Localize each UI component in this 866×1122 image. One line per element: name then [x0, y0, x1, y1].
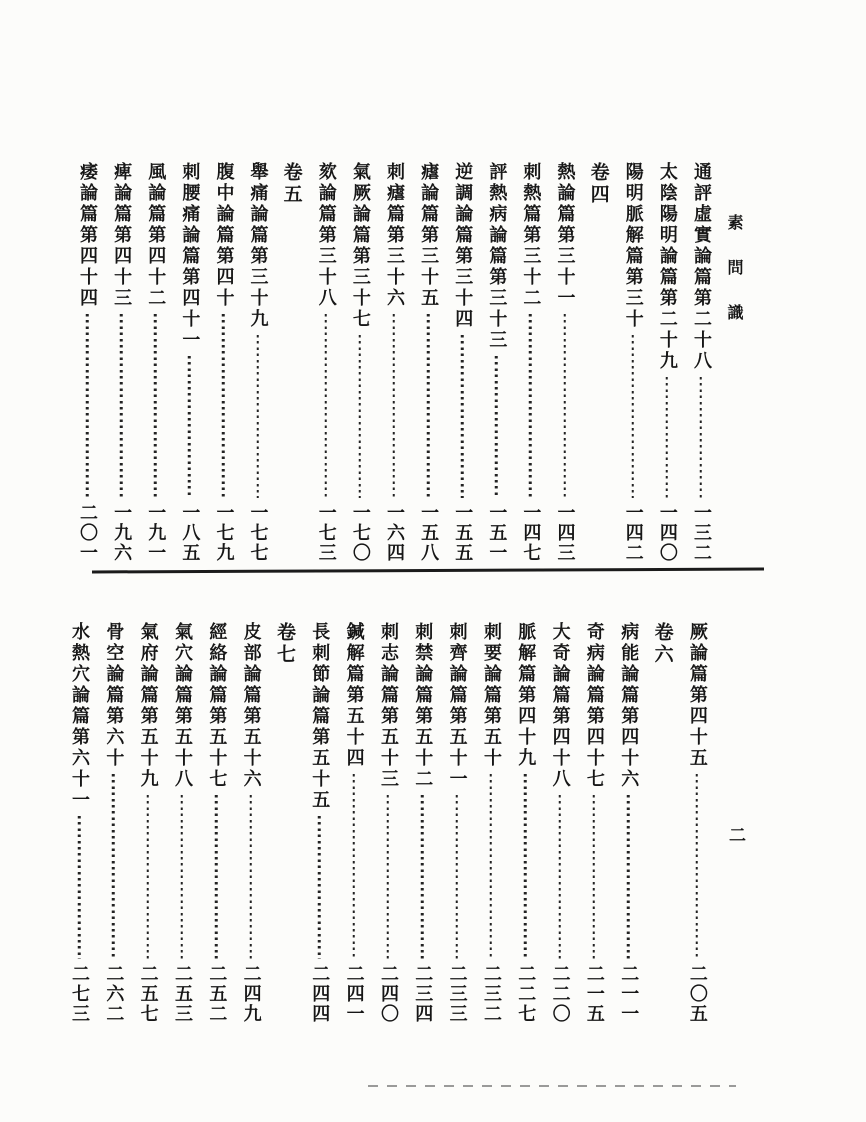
toc-entry-title: 痿論篇第四十四 [77, 162, 98, 309]
toc-entry [383, 162, 405, 563]
toc-entry [519, 162, 541, 563]
dot-leader [315, 312, 337, 500]
toc-entry-title: 刺禁論篇第五十二 [412, 622, 434, 790]
toc-entry [446, 622, 468, 1024]
dot-leader [617, 793, 639, 961]
dot-leader [205, 793, 227, 961]
toc-entry-page: 一三二 [690, 503, 712, 563]
toc-entry-title: 刺志論篇第五十三 [377, 622, 399, 790]
toc-entry-title: 刺齊論篇第五十一 [446, 622, 468, 790]
toc-entry [212, 162, 234, 563]
toc-entry-title: 長刺節論篇第五十五 [309, 622, 331, 811]
toc-entry-page: 一四七 [520, 503, 542, 563]
toc-entry-title: 通評虛實論篇第二十八 [690, 162, 712, 372]
toc-entry [514, 622, 536, 1024]
toc-entry-page: 一四三 [554, 503, 576, 563]
toc-entry-page: 一七七 [247, 503, 269, 563]
toc-entry [686, 622, 708, 1024]
toc-entry-page: 二五二 [206, 964, 228, 1024]
toc-entry-page: 二四〇 [377, 964, 399, 1024]
dot-leader [110, 312, 132, 500]
toc-entry-title: 奇病論篇第四十七 [583, 622, 605, 790]
toc-entry-page: 二〇五 [686, 964, 708, 1024]
toc-entry-title: 太陰陽明論篇第二十九 [656, 162, 678, 372]
toc-entry-title: 熱論篇第三十一 [554, 162, 576, 309]
toc-entry [554, 162, 576, 563]
toc-entry-title: 皮部論篇第五十六 [240, 622, 262, 790]
toc-entry-page: 二四九 [240, 964, 262, 1024]
toc-entry-page: 二二〇 [549, 964, 571, 1024]
toc-entry-page: 二二七 [515, 964, 537, 1024]
toc-entry-page: 二六二 [103, 964, 125, 1024]
dot-leader [171, 793, 193, 961]
dot-leader [411, 793, 433, 961]
toc-entry-title: 骨空論篇第六十 [103, 622, 125, 769]
toc-entry-page: 一九六 [111, 503, 133, 563]
toc-entry-title: 腹中論篇第四十 [213, 162, 235, 309]
dot-leader [343, 772, 365, 961]
dot-leader [622, 333, 644, 500]
toc-entry-title: 瘧論篇第三十五 [418, 162, 440, 309]
toc-entry [485, 162, 507, 563]
toc-entry-page: 二五三 [171, 964, 193, 1024]
toc-entry [451, 162, 473, 563]
toc-entry-page: 一九一 [145, 503, 167, 563]
toc-entry [549, 622, 571, 1024]
folio-number: 二 [725, 826, 745, 843]
dot-leader [485, 354, 507, 500]
dot-leader [308, 814, 330, 961]
toc-entry-title: 舉痛論篇第三十九 [247, 162, 269, 330]
toc-entry [308, 622, 330, 1024]
toc-entry [417, 162, 439, 563]
toc-entry-page: 二三四 [412, 964, 434, 1024]
dot-leader [178, 354, 200, 500]
toc-entry-page: 二一一 [618, 964, 640, 1024]
toc-entry-title: 刺熱篇第三十二 [520, 162, 542, 309]
toc-entry-page: 一五五 [452, 503, 474, 563]
toc-entry-title: 氣府論篇第五十九 [137, 622, 159, 790]
toc-entry [690, 162, 712, 563]
toc-entry [171, 622, 193, 1024]
toc-entry-page: 一六四 [383, 503, 405, 563]
dot-leader [686, 772, 708, 961]
toc-entry [137, 622, 159, 1024]
toc-entry-title: 厥論篇第四十五 [686, 622, 708, 769]
dot-leader [144, 312, 166, 500]
toc-entry-page: 二四四 [309, 964, 331, 1024]
toc-entry-title: 脈解篇第四十九 [515, 622, 537, 769]
running-title: 素問識 [725, 214, 744, 349]
toc-entry-page: 二一五 [583, 964, 605, 1024]
volume-heading [588, 162, 610, 563]
toc-entry [377, 622, 399, 1024]
volume-heading [281, 162, 303, 563]
toc-entry [102, 622, 124, 1024]
toc-entry [343, 622, 365, 1024]
dot-leader [377, 793, 399, 961]
dot-leader [554, 312, 576, 500]
dot-leader [519, 312, 541, 500]
toc-section-upper [76, 162, 712, 563]
toc-entry-page: 一七九 [213, 503, 235, 563]
toc-entry-title: 鍼解篇第五十四 [343, 622, 365, 769]
toc-entry-page: 二五七 [137, 964, 159, 1024]
dot-leader [349, 333, 371, 500]
toc-entry-title: 經絡論篇第五十七 [206, 622, 228, 790]
toc-entry-title: 評熱病論篇第三十三 [486, 162, 508, 351]
scan-artifact-dashes [368, 1085, 736, 1087]
dot-leader [446, 793, 468, 961]
dot-leader [383, 312, 405, 500]
dot-leader [583, 793, 605, 961]
toc-entry-page: 二七三 [69, 964, 90, 1024]
dot-leader [102, 772, 124, 961]
toc-entry-title: 痺論篇第四十三 [111, 162, 133, 309]
dot-leader [68, 814, 90, 961]
toc-entry-title: 陽明脈解篇第三十 [622, 162, 644, 330]
dot-leader [549, 793, 571, 961]
toc-entry-title: 水熱穴論篇第六十一 [69, 622, 90, 811]
toc-entry-page: 二〇一 [77, 503, 98, 563]
volume-heading [274, 622, 296, 1024]
volume-label: 卷五 [280, 162, 303, 206]
dot-leader [417, 312, 439, 500]
dot-leader [212, 312, 234, 500]
toc-entry [349, 162, 371, 563]
toc-entry-title: 氣厥論篇第三十七 [349, 162, 371, 330]
toc-entry-page: 一八五 [179, 503, 201, 563]
toc-entry-title: 刺腰痛論篇第四十一 [179, 162, 201, 351]
toc-entry-page: 一五一 [486, 503, 508, 563]
toc-entry [144, 162, 166, 563]
toc-entry-page: 二四一 [343, 964, 365, 1024]
toc-entry-title: 病能論篇第四十六 [618, 622, 640, 790]
toc-entry-title: 氣穴論篇第五十八 [171, 622, 193, 790]
toc-entry [76, 162, 98, 563]
toc-entry-title: 刺瘧篇第三十六 [383, 162, 405, 309]
toc-entry [178, 162, 200, 563]
dot-leader [656, 375, 678, 500]
toc-entry-title: 逆調論篇第三十四 [452, 162, 474, 330]
section-divider-rule [92, 568, 764, 573]
dot-leader [137, 793, 159, 961]
dot-leader [76, 312, 98, 500]
toc-entry-title: 風論篇第四十二 [145, 162, 167, 309]
volume-label: 卷六 [651, 622, 674, 666]
toc-entry [110, 162, 132, 563]
volume-label: 卷四 [587, 162, 610, 206]
toc-entry [205, 622, 227, 1024]
toc-entry [583, 622, 605, 1024]
volume-heading [652, 622, 674, 1024]
toc-entry-title: 刺要論篇第五十 [480, 622, 502, 769]
toc-entry [247, 162, 269, 563]
toc-section-lower [68, 622, 708, 1024]
toc-entry [315, 162, 337, 563]
volume-label: 卷七 [273, 622, 296, 666]
toc-entry-title: 大奇論篇第四十八 [549, 622, 571, 790]
toc-entry-page: 一五八 [418, 503, 440, 563]
toc-entry [617, 622, 639, 1024]
dot-leader [240, 793, 262, 961]
toc-entry-page: 一七三 [315, 503, 337, 563]
toc-entry-page: 二三三 [446, 964, 468, 1024]
toc-entry [411, 622, 433, 1024]
toc-entry-page: 一四〇 [656, 503, 678, 563]
dot-leader [480, 772, 502, 961]
toc-entry [656, 162, 678, 563]
toc-entry [240, 622, 262, 1024]
toc-entry-title: 欬論篇第三十八 [315, 162, 337, 309]
dot-leader [514, 772, 536, 961]
toc-entry-page: 一四二 [622, 503, 644, 563]
dot-leader [247, 333, 269, 500]
dot-leader [690, 375, 712, 500]
toc-entry-page: 一七〇 [349, 503, 371, 563]
toc-entry [68, 622, 90, 1024]
dot-leader [451, 333, 473, 500]
toc-entry [480, 622, 502, 1024]
toc-entry [622, 162, 644, 563]
toc-entry-page: 二三二 [480, 964, 502, 1024]
